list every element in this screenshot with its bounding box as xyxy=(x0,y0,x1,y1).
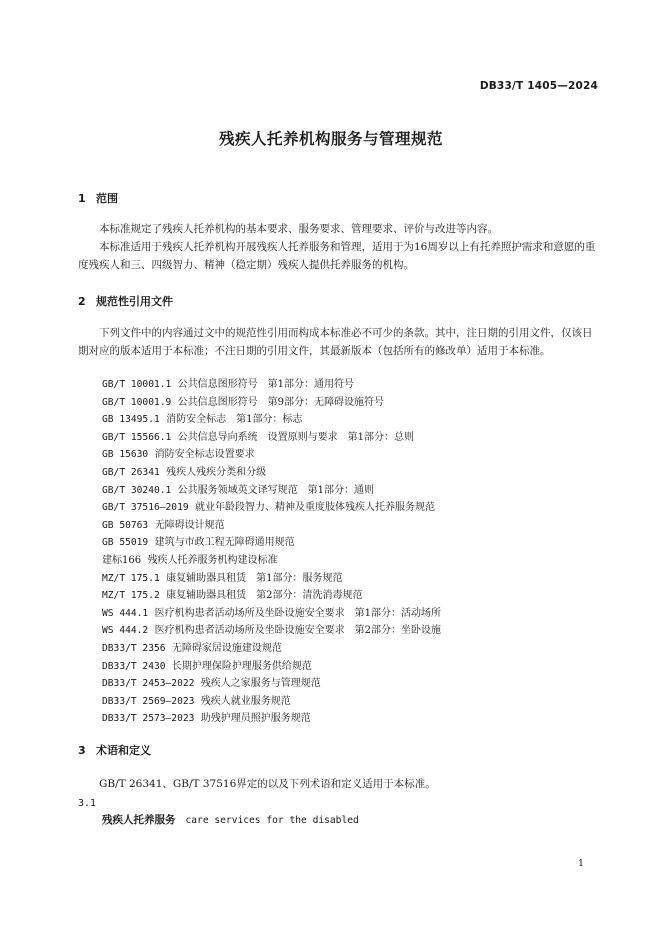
section-3-intro: GB/T 26341、GB/T 37516界定的以及下列术语和定义适用于本标准。 xyxy=(99,778,436,790)
section-2-number: 2 xyxy=(78,295,86,308)
reference-item: DB33/T 2430 长期护理保险护理服务供给规范 xyxy=(102,660,312,672)
document-title: 残疾人托养机构服务与管理规范 xyxy=(218,130,443,148)
reference-item: GB/T 26341 残疾人残疾分类和分级 xyxy=(102,467,267,478)
section-2-heading xyxy=(78,293,173,309)
term-english: care services for the disabled xyxy=(185,815,359,826)
reference-item: MZ/T 175.1 康复辅助器具租赁 第1部分：服务规范 xyxy=(102,572,343,584)
section-2-title: 规范性引用文件 xyxy=(96,295,173,308)
reference-item: GB/T 30240.1 公共服务领域英文译写规范 第1部分：通则 xyxy=(102,484,375,496)
reference-item: DB33/T 2356 无障碍家居设施建设规范 xyxy=(102,643,282,654)
reference-item: 建标166 残疾人托养服务机构建设标准 xyxy=(102,555,278,566)
reference-item: GB 13495.1 消防安全标志 第1部分：标志 xyxy=(102,414,303,426)
reference-item: GB/T 10001.1 公共信息图形符号 第1部分：通用符号 xyxy=(102,379,355,390)
reference-item: GB/T 15566.1 公共信息导向系统 设置原则与要求 第1部分：总则 xyxy=(102,431,415,443)
reference-item: DB33/T 2573—2023 助残护理员照护服务规范 xyxy=(102,713,311,725)
reference-item: GB 55019 建筑与市政工程无障碍通用规范 xyxy=(102,537,295,549)
section-1-number: 1 xyxy=(78,192,86,205)
reference-item: DB33/T 2453—2022 残疾人之家服务与管理规范 xyxy=(102,678,321,690)
section-1-paragraph-1: 本标准规定了残疾人托养机构的基本要求、服务要求、管理要求、评价与改进等内容。 xyxy=(99,223,498,235)
reference-item: DB33/T 2569—2023 残疾人就业服务规范 xyxy=(102,695,291,707)
reference-item: GB 15630 消防安全标志设置要求 xyxy=(102,449,255,461)
term-chinese: 残疾人托养服务 xyxy=(102,814,176,826)
section-3-title: 术语和定义 xyxy=(96,744,151,757)
page-number: 1 xyxy=(578,858,585,869)
section-3-number: 3 xyxy=(78,744,86,757)
reference-item: WS 444.2 医疗机构患者活动场所及坐卧设施安全要求 第2部分：坐卧设施 xyxy=(102,625,441,637)
section-1-paragraph-2: 本标准适用于残疾人托养机构开展残疾人托养服务和管理，适用于为16周岁以上有托养照护需求和意愿的重度残疾人和三、四级智力、精神（稳定期）残疾人提供托养服务的机构。 xyxy=(78,241,596,271)
section-1-title: 范围 xyxy=(96,192,118,205)
reference-item: GB/T 37516—2019 就业年龄段智力、精神及重度肢体残疾人托养服务规范 xyxy=(102,502,435,514)
section-1-heading xyxy=(78,190,118,206)
clause-number: 3.1 xyxy=(78,798,97,809)
reference-item: GB 50763 无障碍设计规范 xyxy=(102,519,225,531)
section-3-heading xyxy=(78,742,151,758)
term-entry xyxy=(102,812,359,827)
reference-item: GB/T 10001.9 公共信息图形符号 第9部分：无障碍设施符号 xyxy=(102,396,385,408)
reference-item: WS 444.1 医疗机构患者活动场所及坐卧设施安全要求 第1部分：活动场所 xyxy=(102,607,441,619)
reference-item: MZ/T 175.2 康复辅助器具租赁 第2部分：清洗消毒规范 xyxy=(102,590,363,602)
section-2-intro: 下列文件中的内容通过文中的规范性引用而构成本标准必不可少的条款。其中，注日期的引用文件，仅该日期对应的版本适用于本标准；不注日期的引用文件，其最新版本（包括所有的修改单）适用于本标准。 xyxy=(78,327,593,357)
standard-code: DB33/T 1405—2024 xyxy=(479,80,598,92)
